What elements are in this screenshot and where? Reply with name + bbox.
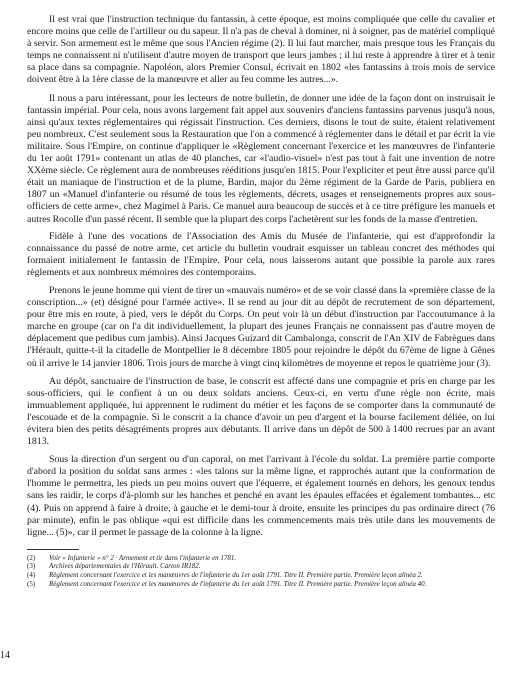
body-paragraph: Fidèle à l'une des vocations de l'Association des Amis du Musée de l'infanterie, qui est d'approfondir la connaissance du passé de notre arme, cet article du bulletin voudrait esquisser un tableau concret des méthodes qui formaient initialement le fantassin de l'Empire. Pour cela, nous laisserons autant que possible la parole aux rares règlements et aux nombreux mémoires des contemporains. bbox=[27, 230, 495, 278]
footnote-text: Archives départementales de l'Hérault. Carton IR182. bbox=[49, 562, 201, 571]
body-paragraph: Prenons le jeune homme qui vient de tirer un «mauvais numéro» et de se voir classé dans la «première classe de la conscription...» (et) désigné pour l'armée active». Il se rend au jour dit au dépôt de recrutement de son département, pour être mis en route, à pied, vers le dépôt du Corps. On peut voir là un début d'instruction par l'accoutumance à la marche en groupe (car on l'a dit individuellement, la plupart des jeunes Français ne connaissent pas d'autre moyen de déplacement que pedibus cum jambis). Ainsi Jacques Guizard dit Cambalonga, conscrit de l'An XIV de Fabrègues dans l'Hérault, quitte-t-il la citadelle de Montpellier le 8 décembre 1805 pour rejoindre le dépôt du 67ème de ligne à Gênes où il arrive le 14 janvier 1806. Trois jours de marche à vingt cinq kilomètres de moyenne et repos le quatrième jour (3). bbox=[27, 284, 495, 369]
footnote bbox=[27, 580, 495, 589]
footnote bbox=[27, 562, 495, 571]
body-paragraph: Sous la direction d'un sergent ou d'un caporal, on met l'arrivant à l'école du soldat. La première partie comporte d'abord la position du soldat sans armes : «les talons sur la même ligne, et rapprochés autant que la conformation de l'homme le permettra, les pieds un peu moins ouvert que l'équerre, et également tournés en dehors, les genoux tendus sans les raidir, le corps d'à-plomb sur les hanches et penché en avant les épaules effacées et également tombantes... etc (4). Puis on apprend à faire à droite, à gauche et le demi-tour à droite, ensuite les principes du pas ordinaire direct (76 par minute), enfin le pas oblique «qui est difficile dans les commencements mais très utile dans les mouvements de ligne... (5)», car il permet le passage de la colonne à la ligne. bbox=[27, 454, 495, 538]
footnote-number: (2) bbox=[27, 553, 36, 562]
body-paragraph: Il nous a paru intéressant, pour les lecteurs de notre bulletin, de donner une idée de la façon dont on instruisait le fantassin impérial. Pour cela, nous avons largement fait appel aux souvenirs d'anciens fantassins parvenus jusqu'à nous, ainsi qu'aux textes réglementaires qui régissait l'instruction. Ces derniers, disons le tout de suite, étaient relativement peu nombreux. C'est seulement sous la Restauration que l'on a commencé à réglementer dans le détail et par écrit la vie militaire. Sous l'Empire, on continue d'appliquer le «Règlement concernant l'exercice et les manœuvres de l'infanterie du 1er août 1791» contenant un atlas de 40 planches, car «l'audio-visuel» n'est pas tout à fait une invention de notre XXème siècle. Ce règlement aura de nombreuses rééditions jusqu'en 1815. Pour l'expliciter et peut être aussi parce qu'il était un maniaque de l'instruction et de la plume, Bardin, major du 2ème régiment de la Garde de Paris, publiera en 1807 un «Manuel d'infanterie ou résumé de tous les règlements, décrets, usages et renseignements propres aux sous-officiers de cette arme», chez Magimel à Paris. Ce manuel aura beaucoup de succès et à ce titre préfigure les manuels et autres Rocolle d'un passé récent. Il semble que la plupart des corps l'achetèrent sur les fonds de la masse d'entretien. bbox=[27, 92, 495, 225]
footnote-text: Règlement concernant l'exercice et les manœuvres de l'infanterie du 1er août 1791. Titre II. Première partie. Première leçon alinéa 40. bbox=[49, 579, 427, 588]
footnote bbox=[27, 571, 495, 580]
footnote-number: (4) bbox=[27, 571, 36, 580]
footnote-text: Voir « Infanterie » n° 2 · Armement et tir dans l'infanterie en 1781. bbox=[49, 553, 237, 562]
footnote-number: (5) bbox=[27, 579, 36, 588]
body-paragraph: Au dépôt, sanctuaire de l'instruction de base, le conscrit est affecté dans une compagnie et pris en charge par les sous-officiers, qui le confient à un ou deux soldats anciens. Ceux-ci, en vertu d'une règle non écrite, mais immuablement appliquée, lui apprennent le rudiment du métier et les façons de se comporter dans la communauté de l'escouade et de la compagnie. Si le conscrit a la chance d'avoir un peu d'argent et la bourse facilement déliée, on lui évitera bien des petits désagréments propres aux débutants. Il arrive dans un dépôt de 500 à 1400 recrues par an avant 1813. bbox=[27, 375, 495, 448]
footnote-text: Règlement concernant l'exercice et les manœuvres de l'infanterie du 1er août 1791. Titre II. Première partie. Première leçon alinéa 2. bbox=[49, 571, 423, 580]
footnote bbox=[27, 554, 495, 563]
body-paragraph: Il est vrai que l'instruction technique du fantassin, à cette époque, est moins compliquée que celle du cavalier et encore moins que celle de l'artilleur ou du sapeur. Il n'a pas de cheval à dominer, ni à soigner, pas de matériel compliqué à servir. Son armement est le même que sous l'Ancien régime (2). Il lui faut marcher, mais presque tous les Français du temps ne connaissent ni n'utilisent d'autre moyen de transport que leurs jambes ; il lui reste à apprendre à tirer et à tenir sa place dans sa compagnie. Napoléon, alors Premier Consul, écrivait en 1802 «les fantassins à trois mois de service doivent être à la 1ère classe de la manœuvre et aller au feu comme les autres...». bbox=[27, 14, 495, 86]
document-page bbox=[27, 14, 495, 588]
footnote-divider bbox=[27, 549, 79, 550]
footnote-number: (3) bbox=[27, 562, 36, 571]
page-number: 14 bbox=[0, 650, 10, 661]
